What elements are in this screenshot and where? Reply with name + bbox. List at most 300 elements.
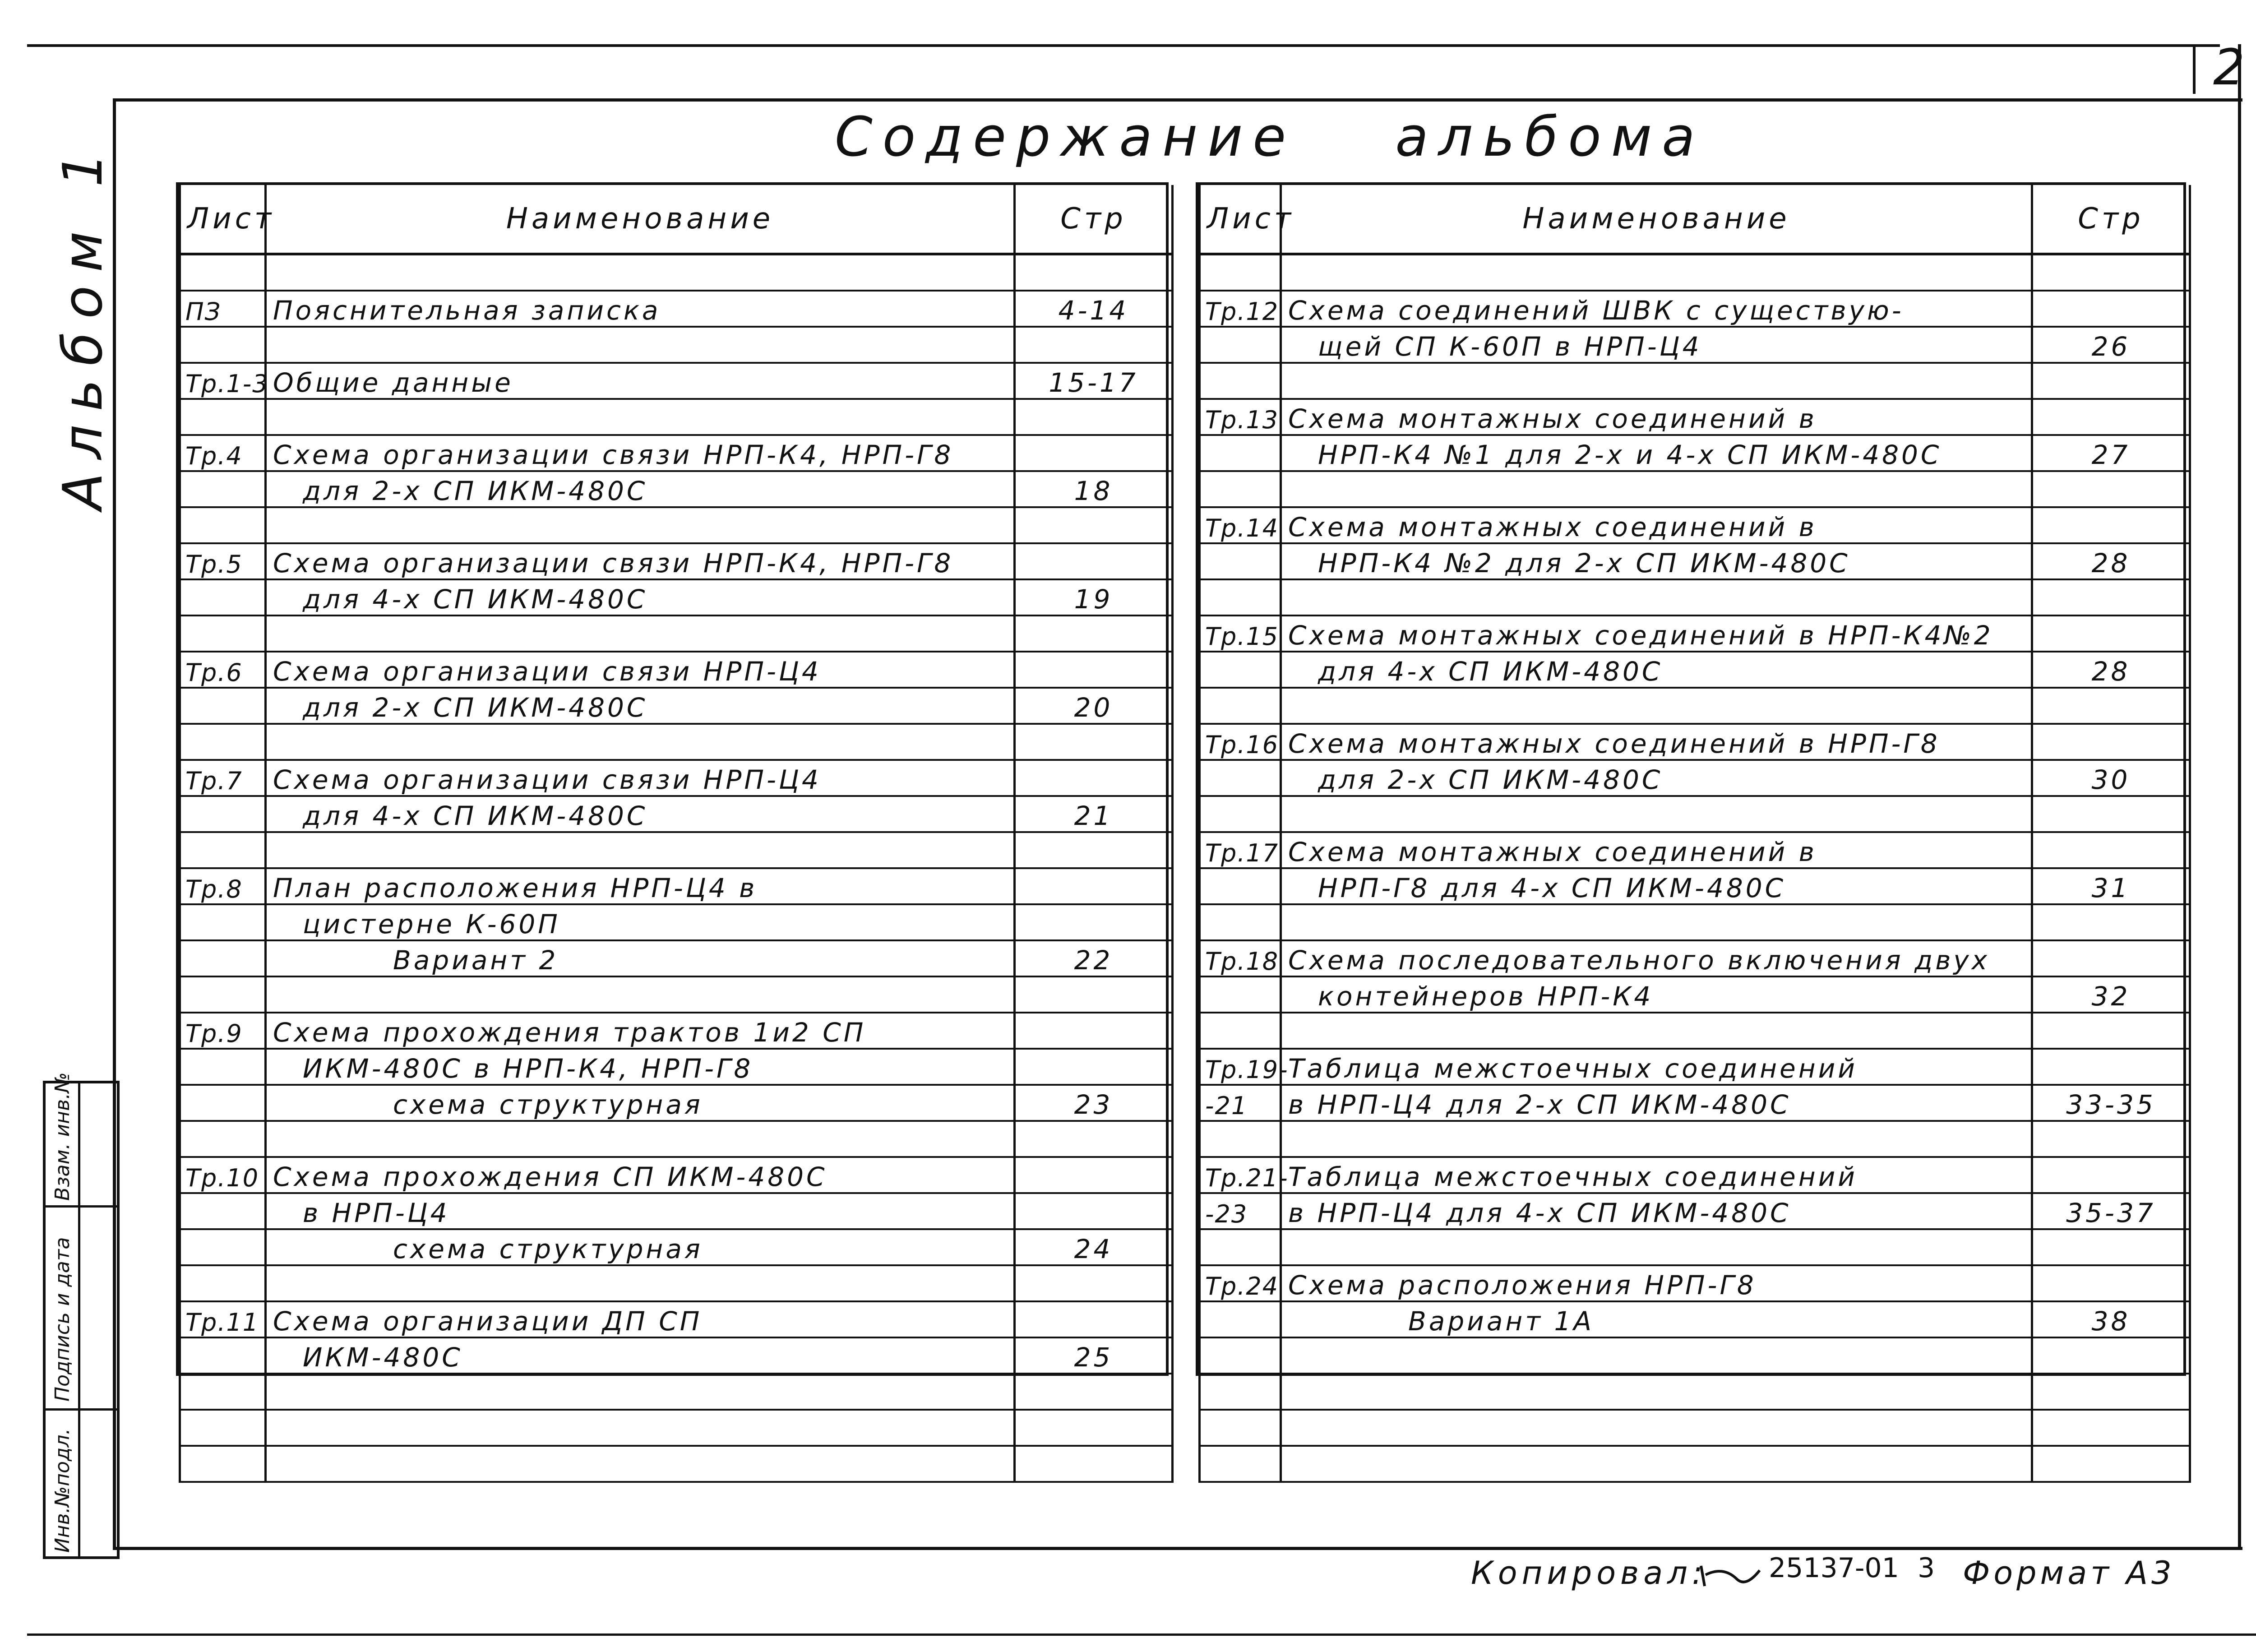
- toc-page-cell: [1015, 399, 1173, 435]
- album-side-label: Альбом 1: [52, 139, 115, 510]
- toc-name-cell: [1281, 363, 2032, 399]
- toc-page-cell: 26: [2032, 327, 2190, 363]
- toc-name-cell: [1281, 1337, 2032, 1374]
- toc-name-cell: ИКМ-480С в НРП-К4, НРП-Г8: [266, 1049, 1015, 1085]
- toc-sheet-cell: [1200, 327, 1281, 363]
- toc-row: [1200, 291, 2190, 327]
- toc-name-cell: для 4-х СП ИКМ-480С: [266, 796, 1015, 832]
- toc-row: [180, 1301, 1173, 1337]
- toc-sheet-cell: [1200, 760, 1281, 796]
- toc-name-cell: Схема соединений ШВК с существую-: [1281, 291, 2032, 327]
- toc-name-cell: [1281, 904, 2032, 940]
- toc-page-cell: [2032, 615, 2190, 652]
- toc-page-cell: [1015, 1374, 1173, 1410]
- toc-name-cell: Таблица межстоечных соединений: [1281, 1049, 2032, 1085]
- toc-page-cell: 25: [1015, 1337, 1173, 1374]
- toc-name-cell: [266, 1410, 1015, 1446]
- toc-page-cell: 32: [2032, 976, 2190, 1013]
- toc-name-cell: [266, 327, 1015, 363]
- toc-sheet-cell: Тр.21-: [1200, 1157, 1281, 1193]
- toc-name-cell: [1281, 796, 2032, 832]
- page-number-box-left: [2193, 44, 2196, 94]
- toc-page-cell: [2032, 1374, 2190, 1410]
- stamp-podpis-label: Подпись и дата: [51, 1237, 74, 1402]
- toc-page-cell: 15-17: [1015, 363, 1173, 399]
- toc-page-cell: [1015, 1013, 1173, 1049]
- frame-top-line: [113, 98, 2242, 102]
- toc-name-cell: [1281, 1446, 2032, 1482]
- toc-page-cell: [2032, 796, 2190, 832]
- toc-row: [180, 327, 1173, 363]
- toc-row: [1200, 796, 2190, 832]
- toc-name-cell: Схема прохождения трактов 1и2 СП: [266, 1013, 1015, 1049]
- toc-name-cell: План расположения НРП-Ц4 в: [266, 868, 1015, 904]
- toc-sheet-cell: Тр.8: [180, 868, 266, 904]
- toc-page-cell: [1015, 327, 1173, 363]
- toc-name-cell: Схема организации связи НРП-Ц4: [266, 760, 1015, 796]
- toc-sheet-cell: [1200, 1374, 1281, 1410]
- toc-sheet-cell: [180, 724, 266, 760]
- toc-page-cell: [1015, 868, 1173, 904]
- toc-row: [180, 760, 1173, 796]
- toc-name-cell: [1281, 471, 2032, 507]
- header-page: Стр: [1015, 185, 1173, 254]
- toc-sheet-cell: [1200, 1013, 1281, 1049]
- toc-page-cell: 31: [2032, 868, 2190, 904]
- toc-row: [180, 399, 1173, 435]
- toc-page-cell: [2032, 1121, 2190, 1157]
- toc-sheet-cell: Тр.15: [1200, 615, 1281, 652]
- toc-sheet-cell: [1200, 976, 1281, 1013]
- toc-sheet-cell: Тр.4: [180, 435, 266, 471]
- toc-sheet-cell: [1200, 688, 1281, 724]
- toc-sheet-cell: [1200, 1410, 1281, 1446]
- toc-table-right: [1196, 182, 2186, 1376]
- toc-page-cell: [2032, 1446, 2190, 1482]
- toc-page-cell: 20: [1015, 688, 1173, 724]
- toc-sheet-cell: Тр.7: [180, 760, 266, 796]
- toc-sheet-cell: Тр.14: [1200, 507, 1281, 543]
- toc-name-cell: Схема прохождения СП ИКМ-480С: [266, 1157, 1015, 1193]
- toc-name-cell: [1281, 579, 2032, 615]
- toc-row: [180, 1049, 1173, 1085]
- toc-name-cell: Схема организации связи НРП-К4, НРП-Г8: [266, 435, 1015, 471]
- toc-name-cell: [1281, 254, 2032, 291]
- toc-row: [180, 363, 1173, 399]
- toc-sheet-cell: [180, 471, 266, 507]
- toc-page-cell: [2032, 579, 2190, 615]
- toc-sheet-cell: Тр.17: [1200, 832, 1281, 868]
- toc-page-cell: 21: [1015, 796, 1173, 832]
- toc-row: [180, 1085, 1173, 1121]
- toc-sheet-cell: [180, 1337, 266, 1374]
- toc-sheet-cell: [180, 1229, 266, 1265]
- toc-row: [1200, 976, 2190, 1013]
- toc-page-cell: [2032, 688, 2190, 724]
- toc-row: [180, 652, 1173, 688]
- toc-row: [180, 615, 1173, 652]
- toc-name-cell: Схема последовательного включения двух: [1281, 940, 2032, 976]
- toc-name-cell: [266, 507, 1015, 543]
- toc-sheet-cell: [1200, 868, 1281, 904]
- toc-name-cell: [266, 1374, 1015, 1410]
- toc-page-cell: [1015, 254, 1173, 291]
- toc-name-cell: Схема расположения НРП-Г8: [1281, 1265, 2032, 1301]
- toc-page-cell: [2032, 471, 2190, 507]
- toc-name-cell: [1281, 688, 2032, 724]
- toc-page-cell: [1015, 652, 1173, 688]
- toc-sheet-cell: [180, 579, 266, 615]
- toc-page-cell: [1015, 724, 1173, 760]
- toc-page-cell: 28: [2032, 652, 2190, 688]
- toc-row: [180, 1013, 1173, 1049]
- toc-sheet-cell: [180, 1121, 266, 1157]
- footer-format: Формат А3: [1963, 1555, 2175, 1592]
- toc-page-cell: [1015, 1265, 1173, 1301]
- toc-name-cell: [1281, 1374, 2032, 1410]
- toc-sheet-cell: Тр.24: [1200, 1265, 1281, 1301]
- toc-sheet-cell: Тр.13: [1200, 399, 1281, 435]
- toc-sheet-cell: [1200, 1229, 1281, 1265]
- toc-sheet-cell: [180, 1374, 266, 1410]
- toc-sheet-cell: Тр.12: [1200, 291, 1281, 327]
- toc-row: [1200, 760, 2190, 796]
- toc-sheet-cell: Тр.9: [180, 1013, 266, 1049]
- toc-sheet-cell: -21: [1200, 1085, 1281, 1121]
- toc-row: [1200, 652, 2190, 688]
- toc-page-cell: [1015, 1446, 1173, 1482]
- header-name: Наименование: [266, 185, 1015, 254]
- toc-sheet-cell: Тр.18: [1200, 940, 1281, 976]
- toc-sheet-cell: [180, 1193, 266, 1229]
- toc-row: [1200, 832, 2190, 868]
- toc-page-cell: 30: [2032, 760, 2190, 796]
- toc-right-body: [1200, 254, 2190, 1482]
- toc-row: [1200, 615, 2190, 652]
- toc-page-cell: [2032, 832, 2190, 868]
- stamp-inv-podl-label: Инв.№подл.: [51, 1428, 74, 1553]
- toc-row: [180, 832, 1173, 868]
- toc-sheet-cell: [180, 688, 266, 724]
- toc-sheet-cell: [1200, 543, 1281, 579]
- toc-row: [1200, 1446, 2190, 1482]
- toc-row: [180, 868, 1173, 904]
- toc-name-cell: в НРП-Ц4: [266, 1193, 1015, 1229]
- toc-row: [1200, 327, 2190, 363]
- toc-page-cell: 24: [1015, 1229, 1173, 1265]
- bottom-border-line: [27, 1633, 2256, 1636]
- toc-name-cell: НРП-Г8 для 4-х СП ИКМ-480С: [1281, 868, 2032, 904]
- toc-sheet-cell: ПЗ: [180, 291, 266, 327]
- toc-sheet-cell: Тр.19-: [1200, 1049, 1281, 1085]
- toc-row: [180, 1157, 1173, 1193]
- toc-page-cell: [1015, 904, 1173, 940]
- toc-sheet-cell: Тр.5: [180, 543, 266, 579]
- toc-page-cell: [1015, 1301, 1173, 1337]
- toc-name-cell: щей СП К-60П в НРП-Ц4: [1281, 327, 2032, 363]
- toc-name-cell: [1281, 1229, 2032, 1265]
- toc-page-cell: [2032, 940, 2190, 976]
- toc-row: [180, 1265, 1173, 1301]
- toc-name-cell: [266, 1121, 1015, 1157]
- toc-row: [1200, 1374, 2190, 1410]
- toc-sheet-cell: [180, 832, 266, 868]
- toc-row: [1200, 1265, 2190, 1301]
- header-name: Наименование: [1281, 185, 2032, 254]
- toc-row: [1200, 435, 2190, 471]
- toc-row: [180, 904, 1173, 940]
- toc-row: [180, 1374, 1173, 1410]
- toc-page-cell: [2032, 399, 2190, 435]
- toc-name-cell: [266, 724, 1015, 760]
- toc-name-cell: схема структурная: [266, 1229, 1015, 1265]
- toc-name-cell: НРП-К4 №1 для 2-х и 4-х СП ИКМ-480С: [1281, 435, 2032, 471]
- toc-name-cell: Схема монтажных соединений в НРП-Г8: [1281, 724, 2032, 760]
- toc-sheet-cell: [180, 507, 266, 543]
- toc-page-cell: [2032, 507, 2190, 543]
- toc-row: [1200, 471, 2190, 507]
- toc-row: [180, 724, 1173, 760]
- toc-row: [180, 1229, 1173, 1265]
- toc-name-cell: в НРП-Ц4 для 2-х СП ИКМ-480С: [1281, 1085, 2032, 1121]
- toc-sheet-cell: Тр.10: [180, 1157, 266, 1193]
- toc-page-cell: 35-37: [2032, 1193, 2190, 1229]
- stamp-row-line: [46, 1408, 117, 1411]
- page-title: Содержание альбома: [835, 106, 1705, 169]
- toc-row: [1200, 1229, 2190, 1265]
- toc-name-cell: НРП-К4 №2 для 2-х СП ИКМ-480С: [1281, 543, 2032, 579]
- toc-page-cell: [2032, 1157, 2190, 1193]
- toc-page-cell: 4-14: [1015, 291, 1173, 327]
- toc-name-cell: в НРП-Ц4 для 4-х СП ИКМ-480С: [1281, 1193, 2032, 1229]
- toc-sheet-cell: [180, 1049, 266, 1085]
- toc-page-cell: 33-35: [2032, 1085, 2190, 1121]
- toc-name-cell: для 2-х СП ИКМ-480С: [266, 471, 1015, 507]
- toc-left-body: [180, 254, 1173, 1482]
- toc-name-cell: [266, 832, 1015, 868]
- toc-page-cell: [2032, 904, 2190, 940]
- toc-name-cell: [1281, 1013, 2032, 1049]
- toc-row: [1200, 507, 2190, 543]
- toc-sheet-cell: [180, 254, 266, 291]
- toc-name-cell: Схема организации связи НРП-К4, НРП-Г8: [266, 543, 1015, 579]
- toc-page-cell: [2032, 254, 2190, 291]
- header-page: Стр: [2032, 185, 2190, 254]
- toc-name-cell: Схема монтажных соединений в: [1281, 832, 2032, 868]
- toc-row: [1200, 1193, 2190, 1229]
- toc-page-cell: [2032, 1337, 2190, 1374]
- toc-name-cell: для 2-х СП ИКМ-480С: [266, 688, 1015, 724]
- toc-name-cell: Схема монтажных соединений в: [1281, 399, 2032, 435]
- stamp-row-line: [46, 1205, 117, 1208]
- toc-sheet-cell: [1200, 652, 1281, 688]
- toc-sheet-cell: [180, 327, 266, 363]
- toc-sheet-cell: Тр.16: [1200, 724, 1281, 760]
- toc-name-cell: Вариант 2: [266, 940, 1015, 976]
- toc-page-cell: 27: [2032, 435, 2190, 471]
- toc-name-cell: [1281, 1410, 2032, 1446]
- toc-row: [1200, 363, 2190, 399]
- toc-row: [180, 940, 1173, 976]
- toc-row: [180, 579, 1173, 615]
- toc-row: [1200, 543, 2190, 579]
- toc-name-cell: схема структурная: [266, 1085, 1015, 1121]
- toc-sheet-cell: [1200, 435, 1281, 471]
- toc-page-cell: 28: [2032, 543, 2190, 579]
- toc-page-cell: [1015, 615, 1173, 652]
- toc-row: [180, 435, 1173, 471]
- toc-page-cell: [1015, 976, 1173, 1013]
- toc-table-left: [176, 182, 1169, 1376]
- toc-row: [1200, 1085, 2190, 1121]
- toc-sheet-cell: [1200, 579, 1281, 615]
- toc-page-cell: [2032, 1410, 2190, 1446]
- footer-copied-label: Копировал:: [1471, 1555, 1707, 1592]
- toc-row: [1200, 1410, 2190, 1446]
- toc-page-cell: [1015, 1121, 1173, 1157]
- page-number: 2: [2213, 38, 2245, 96]
- toc-sheet-cell: [1200, 363, 1281, 399]
- toc-row: [1200, 1157, 2190, 1193]
- toc-row: [180, 471, 1173, 507]
- toc-page-cell: [2032, 291, 2190, 327]
- toc-name-cell: Схема монтажных соединений в: [1281, 507, 2032, 543]
- toc-name-cell: ИКМ-480С: [266, 1337, 1015, 1374]
- toc-page-cell: 23: [1015, 1085, 1173, 1121]
- toc-sheet-cell: [180, 940, 266, 976]
- toc-row: [1200, 579, 2190, 615]
- toc-name-cell: [266, 1446, 1015, 1482]
- toc-sheet-cell: Тр.11: [180, 1301, 266, 1337]
- footer-code: 25137-01: [1769, 1552, 1899, 1584]
- toc-name-cell: для 4-х СП ИКМ-480С: [1281, 652, 2032, 688]
- toc-name-cell: [266, 399, 1015, 435]
- toc-page-cell: 22: [1015, 940, 1173, 976]
- toc-sheet-cell: Тр.1-3: [180, 363, 266, 399]
- toc-sheet-cell: [180, 1265, 266, 1301]
- toc-page-cell: [2032, 724, 2190, 760]
- toc-name-cell: для 2-х СП ИКМ-480С: [1281, 760, 2032, 796]
- toc-page-cell: [1015, 1157, 1173, 1193]
- toc-name-cell: [266, 254, 1015, 291]
- toc-row: [180, 1337, 1173, 1374]
- toc-row: [180, 291, 1173, 327]
- toc-page-cell: [1015, 435, 1173, 471]
- toc-name-cell: [1281, 1121, 2032, 1157]
- toc-name-cell: Таблица межстоечных соединений: [1281, 1157, 2032, 1193]
- toc-row: [1200, 254, 2190, 291]
- toc-name-cell: для 4-х СП ИКМ-480С: [266, 579, 1015, 615]
- toc-sheet-cell: [1200, 1337, 1281, 1374]
- toc-name-cell: Схема организации ДП СП: [266, 1301, 1015, 1337]
- header-sheet: Лист: [180, 185, 266, 254]
- toc-row: [1200, 1013, 2190, 1049]
- toc-row: [1200, 868, 2190, 904]
- toc-page-cell: [1015, 1049, 1173, 1085]
- toc-row: [1200, 399, 2190, 435]
- frame-right-line: [2238, 44, 2241, 1550]
- top-border-line: [27, 44, 2220, 47]
- toc-row: [180, 796, 1173, 832]
- toc-row: [1200, 1121, 2190, 1157]
- toc-page-cell: 19: [1015, 579, 1173, 615]
- toc-sheet-cell: [1200, 254, 1281, 291]
- toc-name-cell: контейнеров НРП-К4: [1281, 976, 2032, 1013]
- toc-name-cell: Вариант 1А: [1281, 1301, 2032, 1337]
- toc-row: [1200, 688, 2190, 724]
- toc-name-cell: Схема монтажных соединений в НРП-К4№2: [1281, 615, 2032, 652]
- toc-page-cell: [2032, 363, 2190, 399]
- toc-row: [180, 1193, 1173, 1229]
- toc-page-cell: [1015, 543, 1173, 579]
- toc-page-cell: [1015, 760, 1173, 796]
- toc-sheet-cell: [1200, 796, 1281, 832]
- stamp-vzam-label: Взам. инв.№: [51, 1072, 74, 1201]
- toc-name-cell: [266, 615, 1015, 652]
- toc-row: [180, 976, 1173, 1013]
- toc-sheet-cell: [1200, 904, 1281, 940]
- toc-name-cell: цистерне К-60П: [266, 904, 1015, 940]
- toc-row: [1200, 940, 2190, 976]
- toc-sheet-cell: -23: [1200, 1193, 1281, 1229]
- toc-row: [180, 1446, 1173, 1482]
- side-stamp: [43, 1072, 120, 1559]
- stamp-divider: [78, 1083, 80, 1556]
- toc-sheet-cell: [180, 399, 266, 435]
- toc-sheet-cell: [180, 615, 266, 652]
- header-sheet: Лист: [1200, 185, 1281, 254]
- toc-row: [180, 543, 1173, 579]
- toc-row: [180, 1410, 1173, 1446]
- toc-row: [1200, 724, 2190, 760]
- toc-page-cell: [2032, 1013, 2190, 1049]
- toc-sheet-cell: [1200, 1446, 1281, 1482]
- footer-sheet-number: 3: [1918, 1552, 1935, 1584]
- toc-page-cell: [1015, 1193, 1173, 1229]
- signature-mark: [1697, 1561, 1764, 1593]
- toc-sheet-cell: Тр.6: [180, 652, 266, 688]
- toc-sheet-cell: [180, 796, 266, 832]
- toc-sheet-cell: [180, 1085, 266, 1121]
- toc-sheet-cell: [180, 1410, 266, 1446]
- toc-sheet-cell: [180, 904, 266, 940]
- toc-page-cell: [1015, 1410, 1173, 1446]
- toc-row: [180, 507, 1173, 543]
- toc-page-cell: [1015, 832, 1173, 868]
- toc-page-cell: 38: [2032, 1301, 2190, 1337]
- toc-page-cell: [2032, 1229, 2190, 1265]
- toc-sheet-cell: [180, 976, 266, 1013]
- toc-row: [1200, 904, 2190, 940]
- toc-page-cell: [2032, 1049, 2190, 1085]
- toc-name-cell: Пояснительная записка: [266, 291, 1015, 327]
- toc-row: [1200, 1301, 2190, 1337]
- toc-sheet-cell: [1200, 1301, 1281, 1337]
- toc-sheet-cell: [1200, 471, 1281, 507]
- toc-name-cell: Общие данные: [266, 363, 1015, 399]
- frame-bottom-line: [113, 1547, 2242, 1550]
- toc-page-cell: 18: [1015, 471, 1173, 507]
- toc-name-cell: Схема организации связи НРП-Ц4: [266, 652, 1015, 688]
- toc-name-cell: [266, 1265, 1015, 1301]
- toc-page-cell: [1015, 507, 1173, 543]
- toc-sheet-cell: [180, 1446, 266, 1482]
- toc-row: [1200, 1337, 2190, 1374]
- toc-row: [1200, 1049, 2190, 1085]
- toc-name-cell: [266, 976, 1015, 1013]
- toc-page-cell: [2032, 1265, 2190, 1301]
- toc-row: [180, 1121, 1173, 1157]
